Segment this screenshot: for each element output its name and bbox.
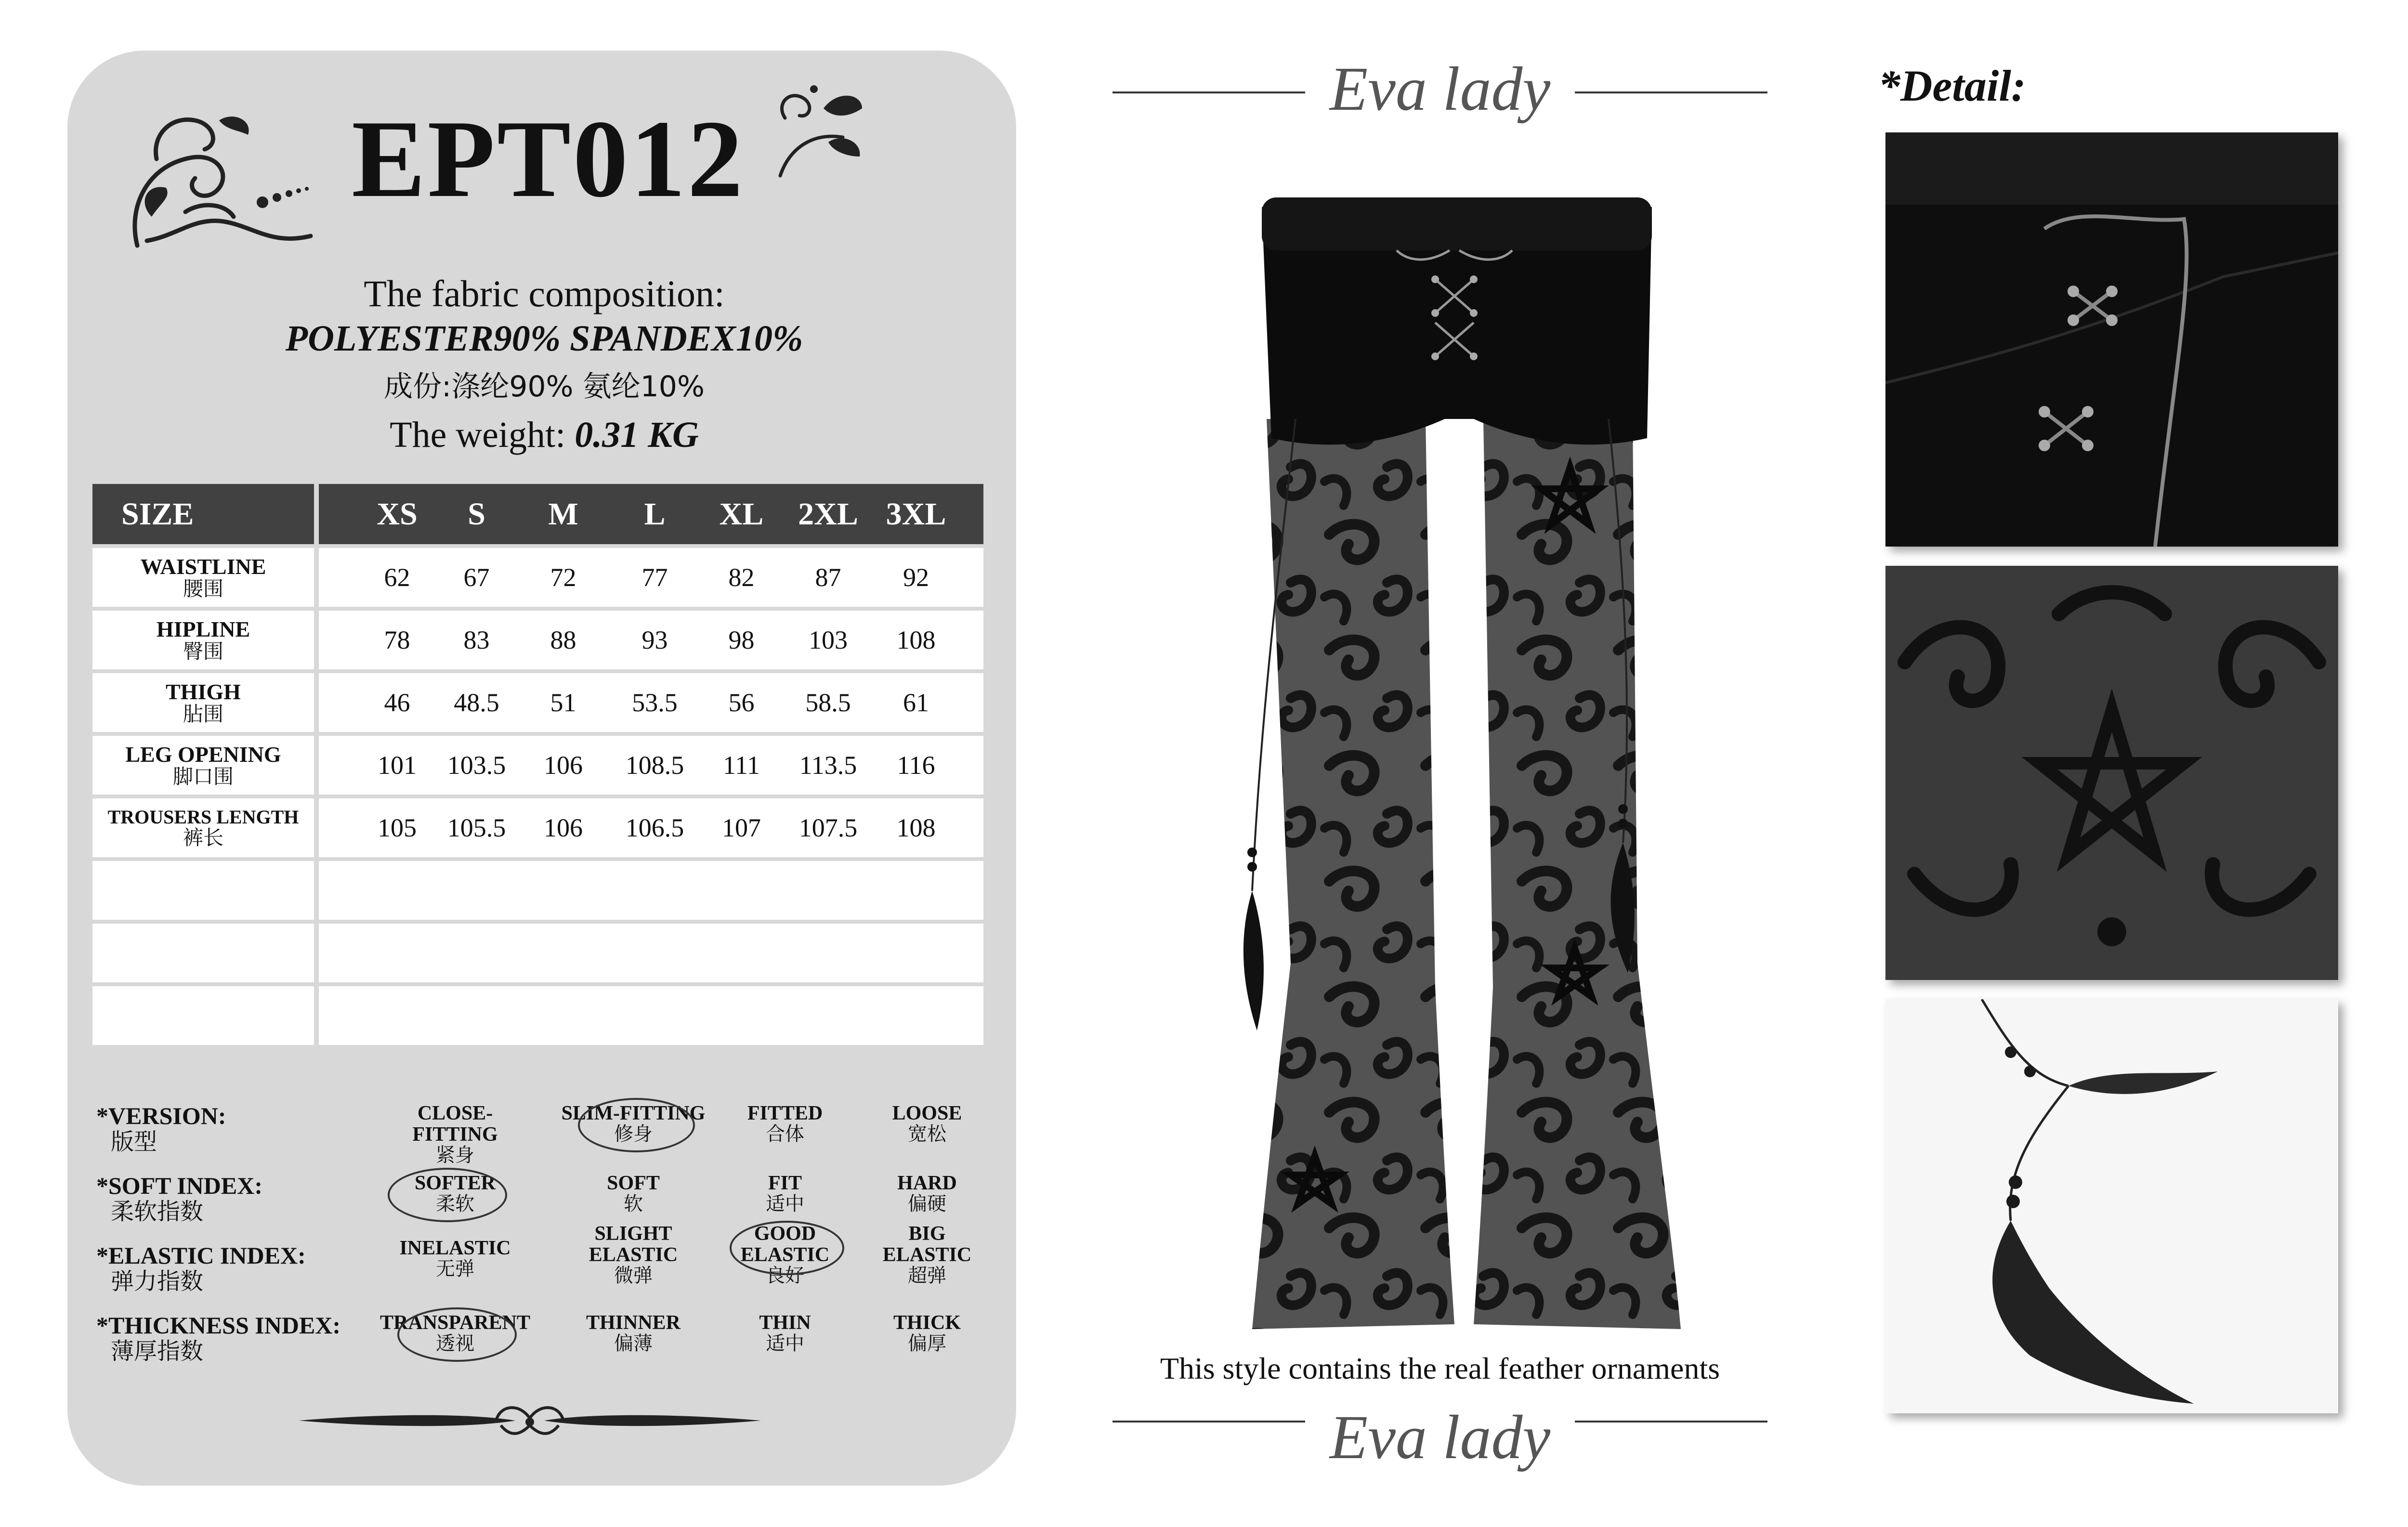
brand-logo-text: Eva lady — [1329, 54, 1551, 124]
table-row-empty — [92, 924, 983, 982]
table-cell: 46 — [384, 688, 410, 717]
index-option-selected: SOFTER 柔软 — [414, 1172, 496, 1215]
table-cell: 107 — [722, 813, 761, 842]
table-cell: 101 — [378, 751, 417, 780]
index-option: THINNER 偏薄 — [586, 1312, 681, 1355]
table-cell: 58.5 — [805, 688, 851, 717]
table-cell: 103.5 — [447, 751, 506, 780]
soft-index-row — [96, 1173, 987, 1242]
model-number: EPT012 — [352, 97, 745, 220]
measure-label: TROUSERS LENGTH 裤长 — [92, 798, 314, 857]
index-label: *THICKNESS INDEX: 薄厚指数 — [96, 1312, 341, 1365]
table-cell: 111 — [723, 751, 760, 780]
fabric-composition-title: The fabric composition: — [364, 273, 725, 314]
table-cell: 108 — [896, 626, 936, 654]
weight-value: 0.31 KG — [575, 415, 699, 455]
table-cell: 116 — [897, 751, 935, 780]
table-row — [92, 798, 983, 857]
elastic-index-row — [96, 1223, 987, 1312]
size-col-header: 2XL — [798, 496, 858, 532]
index-option: THIN 适中 — [759, 1312, 811, 1355]
size-col-header: 3XL — [886, 496, 946, 532]
index-option-selected: GOOD ELASTIC 良好 — [740, 1223, 830, 1287]
flourish-ornament-right — [771, 79, 867, 185]
index-option: HARD 偏硬 — [897, 1172, 957, 1215]
table-row — [92, 611, 983, 669]
bottom-divider-ornament — [289, 1399, 771, 1442]
table-cell: 83 — [463, 626, 490, 654]
fabric-index-section — [96, 1103, 987, 1382]
table-cell: 53.5 — [632, 688, 678, 717]
index-option: FITTED 合体 — [747, 1102, 823, 1146]
flourish-ornament-left — [118, 101, 320, 255]
table-cell: 62 — [384, 563, 410, 592]
size-col-header: M — [548, 496, 578, 532]
index-option: LOOSE 宽松 — [892, 1102, 962, 1146]
table-cell: 61 — [903, 688, 929, 717]
index-option: BIG ELASTIC 超弹 — [882, 1223, 972, 1287]
brand-header — [1112, 48, 1767, 130]
table-cell: 77 — [641, 563, 668, 592]
fabric-composition-en: POLYESTER90% SPANDEX10% — [285, 318, 803, 359]
selected-circle-marker — [397, 1307, 517, 1362]
table-cell: 78 — [384, 626, 410, 654]
product-image-flare-pants — [1223, 169, 1705, 1372]
detail-image-feather-ornament — [1885, 999, 2338, 1413]
weight-line — [0, 414, 1088, 456]
table-cell: 107.5 — [798, 813, 858, 842]
fabric-composition-cn: 成份:涤纶90% 氨纶10% — [383, 370, 705, 404]
index-option: INELASTIC 无弹 — [399, 1237, 511, 1280]
selected-circle-marker — [730, 1221, 844, 1275]
table-row-empty — [92, 861, 983, 920]
index-option: SLIGHT ELASTIC 微弹 — [589, 1223, 678, 1287]
brand-logo-text: Eva lady — [1329, 1403, 1551, 1472]
measure-label: WAISTLINE 腰围 — [92, 548, 314, 607]
index-option: CLOSE-FITTING 紧身 — [412, 1102, 498, 1167]
index-label: *ELASTIC INDEX: 弹力指数 — [96, 1242, 306, 1295]
table-cell: 105 — [378, 813, 417, 842]
detail-title: *Detail: — [1878, 61, 2026, 110]
size-col-header: S — [468, 496, 485, 532]
selected-circle-marker — [578, 1098, 695, 1152]
table-cell: 106.5 — [625, 813, 684, 842]
weight-label: The weight: — [390, 415, 566, 455]
index-option-selected: SLIM-FITTING 修身 — [561, 1102, 706, 1146]
detail-image-waistband — [1885, 132, 2338, 547]
table-cell: 106 — [544, 813, 583, 842]
measure-label: THIGH 胋围 — [92, 673, 314, 732]
table-cell: 93 — [641, 626, 668, 654]
index-option-selected: TRANSPARENT 透视 — [380, 1312, 530, 1355]
table-cell: 82 — [728, 563, 755, 592]
table-cell: 106 — [544, 751, 583, 780]
selected-circle-marker — [388, 1168, 507, 1222]
index-option: FIT 适中 — [766, 1172, 804, 1215]
thickness-index-row — [96, 1312, 987, 1382]
table-cell: 103 — [809, 626, 848, 654]
version-index-row — [96, 1103, 987, 1173]
table-row — [92, 673, 983, 732]
feather-caption: This style contains the real feather ornaments — [1160, 1351, 1720, 1385]
size-table-header — [92, 484, 983, 544]
table-row — [92, 736, 983, 795]
table-cell: 98 — [728, 626, 755, 654]
table-cell: 67 — [463, 563, 490, 592]
size-col-header: L — [644, 496, 666, 532]
table-cell: 72 — [550, 563, 576, 592]
size-table — [92, 484, 983, 1045]
table-cell: 108.5 — [625, 751, 684, 780]
size-header-label: SIZE — [92, 484, 319, 544]
size-col-header: XS — [377, 496, 418, 532]
measure-label: LEG OPENING 脚口围 — [92, 736, 314, 795]
table-cell: 51 — [550, 688, 576, 717]
index-label: *VERSION: 版型 — [96, 1102, 226, 1155]
table-cell: 113.5 — [799, 751, 857, 780]
brand-footer — [1112, 1396, 1767, 1478]
table-cell: 105.5 — [447, 813, 506, 842]
measure-label: HIPLINE 臀围 — [92, 611, 314, 669]
table-row-empty — [92, 986, 983, 1045]
table-cell: 87 — [815, 563, 841, 592]
table-cell: 88 — [550, 626, 576, 654]
table-cell: 108 — [896, 813, 936, 842]
table-cell: 48.5 — [454, 688, 499, 717]
detail-image-lace-pentagram — [1885, 566, 2338, 980]
index-option: THICK 偏厚 — [893, 1312, 961, 1355]
table-row — [92, 548, 983, 607]
size-col-header: XL — [719, 496, 764, 532]
table-cell: 56 — [728, 688, 755, 717]
table-cell: 92 — [903, 563, 929, 592]
index-label: *SOFT INDEX: 柔软指数 — [96, 1172, 262, 1225]
index-option: SOFT 软 — [607, 1172, 660, 1215]
